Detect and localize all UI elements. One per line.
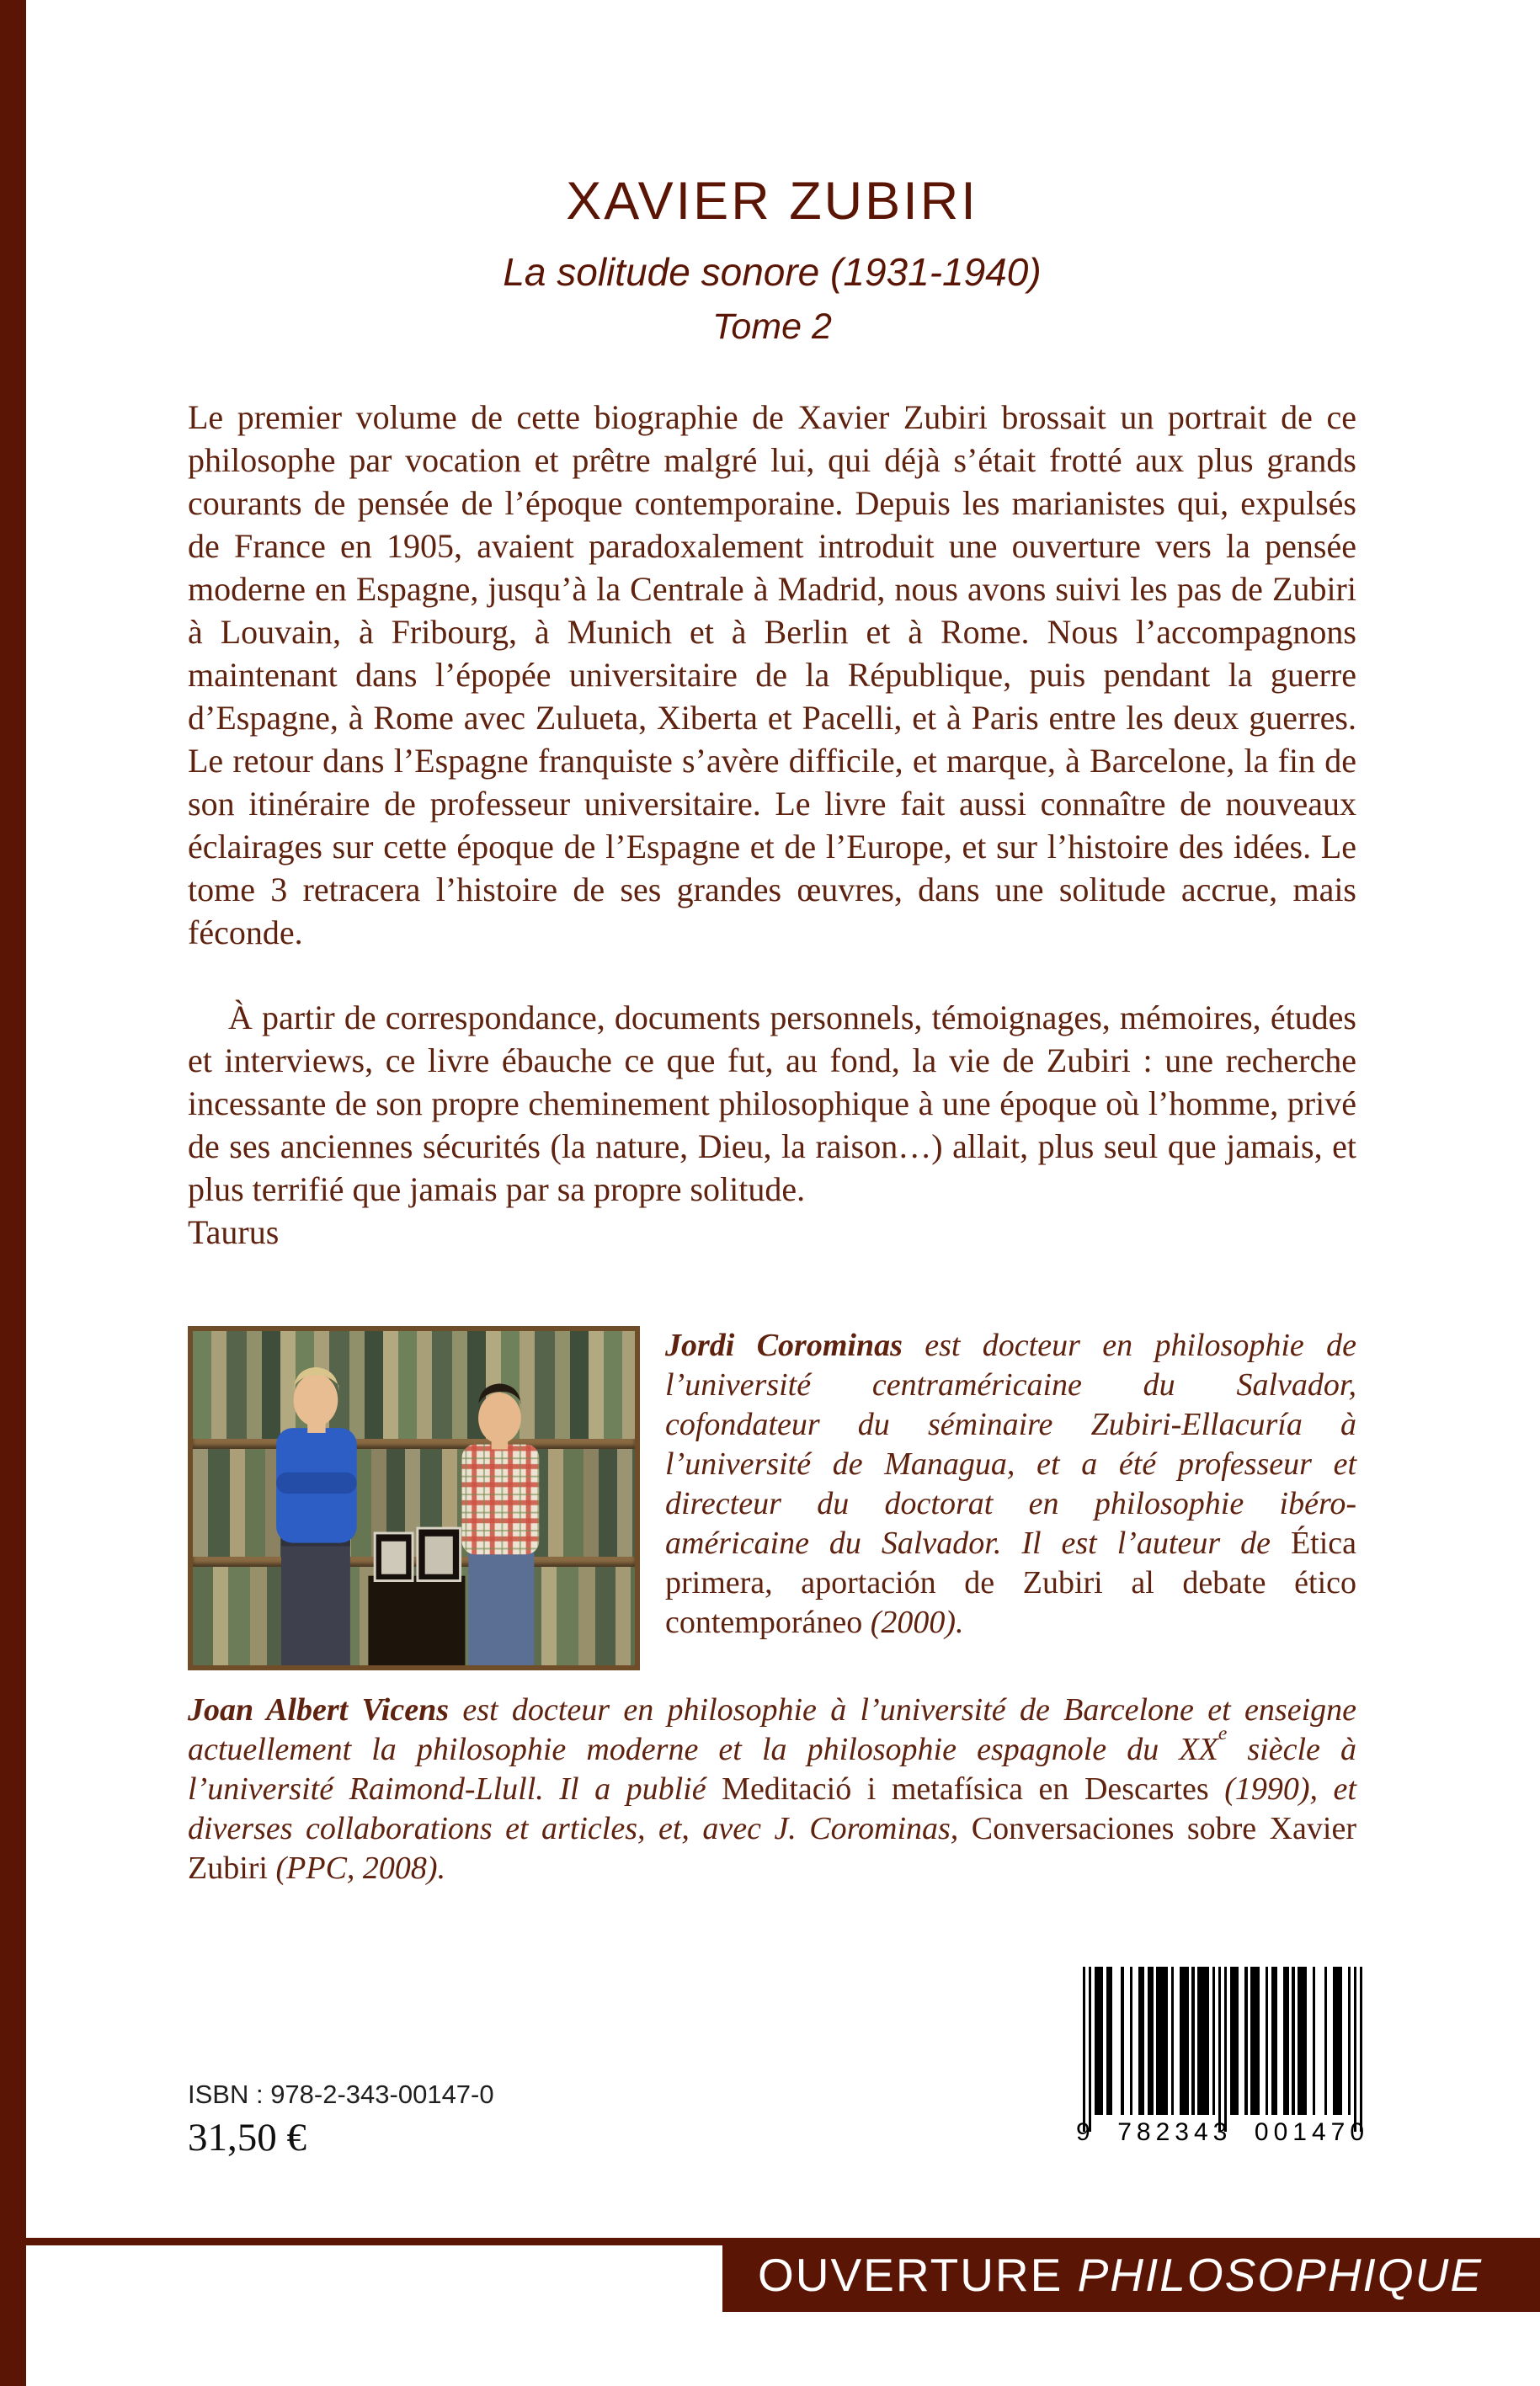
- work-title-corominas: Ética primera, aportación de Zubiri al debate ético contemporáneo: [665, 1525, 1356, 1640]
- isbn-label: ISBN : 978-2-343-00147-0: [188, 2080, 494, 2109]
- publisher-signature: Taurus: [188, 1212, 280, 1251]
- bio-vicens-part4: (PPC, 2008).: [267, 1850, 446, 1886]
- collection-name-part1: OUVERTURE: [758, 2249, 1063, 2301]
- barcode-digits: [1076, 2118, 1369, 2147]
- framed-photos: [368, 1528, 465, 1665]
- bio-vicens-part1: est docteur en philosophie à l’université de Barcelone et enseigne actuellement la philosophie moderne et la philosophie espagnole du XX: [188, 1691, 1356, 1767]
- bio-vicens-part2: siècle à l’université Raimond-Llull. Il a publié: [188, 1731, 1356, 1807]
- synopsis-paragraph-2: À partir de correspondance, documents personnels, témoignages, mémoires, études et interviews, ce livre ébauche ce que fut, au fond, la vie de Zubiri : une recherche incessante de son propre cheminement philosophique à une époque où l’homme, privé de ses anciennes sécurités (la nature, Dieu, la raison…) allait, plus seul que jamais, et plus terrifié que jamais par sa propre solitude.: [188, 998, 1356, 1208]
- bio-vicens-part3: (1990), et diverses collaborations et articles, et, avec J. Corominas,: [188, 1771, 1356, 1846]
- collection-box: [722, 2238, 1540, 2312]
- book-volume: Tome 2: [712, 306, 832, 347]
- barcode: [1063, 1967, 1383, 2147]
- barcode-digits-left: 782343: [1117, 2118, 1233, 2146]
- price-label: 31,50 €: [188, 2116, 306, 2160]
- barcode-digit-first: 9: [1076, 2118, 1095, 2146]
- book-header: [188, 172, 1356, 347]
- book-title: XAVIER ZUBIRI: [566, 172, 978, 231]
- author-name-corominas: Jordi Corominas: [665, 1327, 903, 1363]
- synopsis: [188, 396, 1356, 1254]
- synopsis-paragraph-1: Le premier volume de cette biographie de Xavier Zubiri brossait un portrait de ce philosophe par vocation et prêtre malgré lui, qui déjà s’était frotté aux plus grands courants de pensée de l’époque contemporaine. Depuis les marianistes qui, expulsés de France en 1905, avaient paradoxalement introduit une ouverture vers la pensée moderne en Espagne, jusqu’à la Centrale à Madrid, nous avons suivi les pas de Zubiri à Louvain, à Fribourg, à Munich et à Berlin et à Rome. Nous l’accompagnons maintenant dans l’épopée universitaire de la République, puis pendant la guerre d’Espagne, à Rome avec Zulueta, Xiberta et Pacelli, et à Paris entre les deux guerres. Le retour dans l’Espagne franquiste s’avère difficile, et marque, à Barcelone, la fin de son itinéraire de professeur universitaire. Le livre fait aussi connaître de nouveaux éclairages sur cette époque de l’Espagne et de l’Europe, et sur l’histoire des idées. Le tome 3 retracera l’histoire de ses grandes œuvres, dans une solitude accrue, mais féconde.: [188, 397, 1356, 951]
- authors-photo: [188, 1326, 640, 1670]
- author-bio-vicens: [188, 1691, 1356, 1888]
- barcode-digits-right: 001470: [1254, 2118, 1369, 2146]
- barcode-bars: [1063, 1967, 1383, 2115]
- person-right: [462, 1383, 540, 1665]
- work-title-vicens-1: Meditació i metafísica en Descartes: [722, 1771, 1209, 1807]
- author-name-vicens: Joan Albert Vicens: [188, 1691, 449, 1728]
- bio-corominas-part2: (2000).: [862, 1604, 964, 1640]
- bio-corominas-part1: est docteur en philosophie de l’université centraméricaine du Salvador, cofondateur du séminaire Zubiri-Ellacuría à l’université de Managua, et a été professeur et directeur du doctorat en philosophie ibéro-américaine du Salvador. Il est l’auteur de: [665, 1327, 1356, 1561]
- book-subtitle: La solitude sonore (1931-1940): [503, 250, 1042, 294]
- barcode-module: [1360, 1967, 1363, 2132]
- author-bio-corominas: [188, 1326, 1356, 1670]
- collection-band: [26, 2238, 1540, 2312]
- person-left: [276, 1367, 357, 1665]
- cover-content: [188, 0, 1356, 1888]
- work-title-vicens-2: Conversaciones sobre Xavier Zubiri: [188, 1810, 1357, 1886]
- photo-figures: [193, 1331, 635, 1665]
- collection-name-part2: PHILOSOPHIQUE: [1077, 2249, 1483, 2301]
- left-accent-bar: [0, 0, 26, 2386]
- band-rule: [26, 2238, 722, 2245]
- ordinal-superscript: e: [1218, 1722, 1228, 1744]
